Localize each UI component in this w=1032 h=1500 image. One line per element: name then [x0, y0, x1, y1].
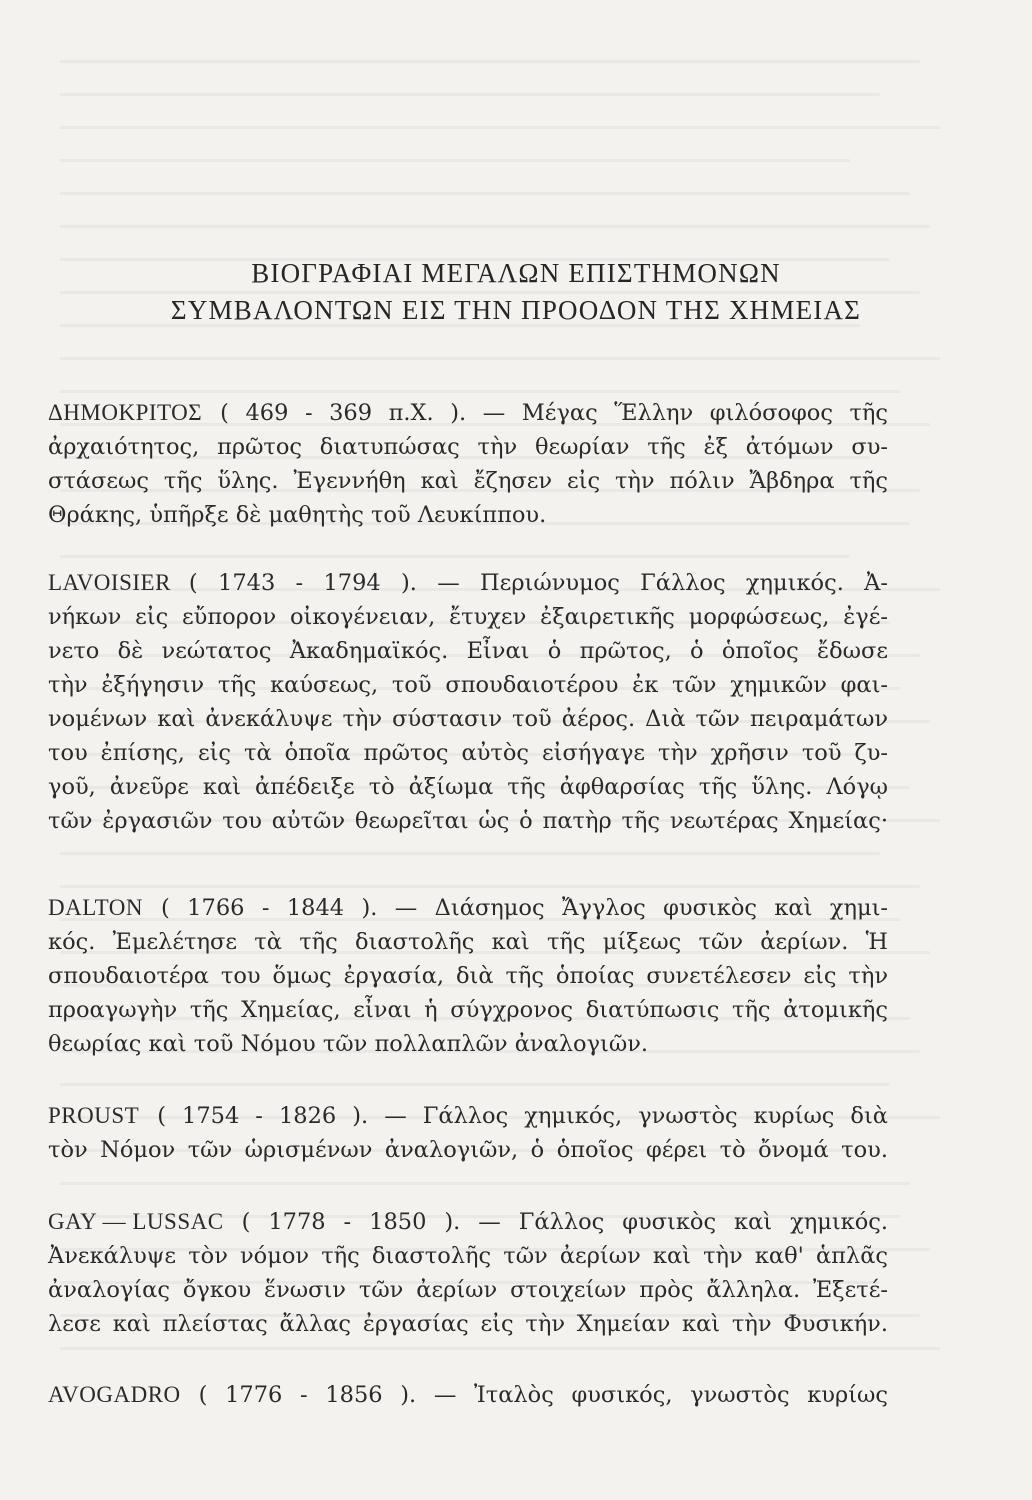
entry-line: νετο δὲ νεώτατος Ἀκαδημαϊκός. Εἶναι ὁ πρῶτος, ὁ ὁποῖος ἔδωσε [48, 638, 888, 664]
page-title-line-2: ΣΥΜΒΑΛΟΝΤΩΝ ΕΙΣ ΤΗΝ ΠΡΟΟΔΟΝ ΤΗΣ ΧΗΜΕΙΑΣ [170, 295, 862, 325]
entry-text: ( 1766 - 1844 ). — Διάσημος Ἄγγλος φυσικὸς καὶ χημι- [161, 895, 888, 921]
entry-line [48, 1101, 888, 1131]
entry-line: τῶν ἐργασιῶν του αὐτῶν θεωρεῖται ὡς ὁ πατὴρ τῆς νεωτέρας Χημείας· [48, 808, 888, 834]
entry-line: Θράκης, ὑπῆρξε δὲ μαθητὴς τοῦ Λευκίππου. [48, 502, 547, 528]
entry-text: ( 469 - 369 π.Χ. ). — Μέγας Ἕλλην φιλόσοφος τῆς [220, 400, 888, 426]
entry-line: τὸν Νόμον τῶν ὡρισμένων ἀναλογιῶν, ὁ ὁποῖος φέρει τὸ ὄνομά του. [48, 1137, 888, 1163]
scientist-name: PROUST [48, 1103, 140, 1128]
entry-text: ( 1776 - 1856 ). — Ἰταλὸς φυσικός, γνωστὸς κυρίως [198, 1382, 888, 1408]
entry-line: προαγωγὴν τῆς Χημείας, εἶναι ἡ σύγχρονος διατύπωσις τῆς ἀτομικῆς [48, 997, 888, 1023]
entry-line: νήκων εἰς εὔπορον οἰκογένειαν, ἔτυχεν ἐξαιρετικῆς μορφώσεως, ἐγέ- [48, 604, 888, 630]
entry-line [48, 398, 888, 428]
entry-text: ( 1743 - 1794 ). — Περιώνυμος Γάλλος χημικός. Ἀ- [188, 570, 888, 596]
entry-line [48, 568, 888, 598]
entry-line: λεσε καὶ πλείστας ἄλλας ἐργασίας εἰς τὴν Χημείαν καὶ τὴν Φυσικήν. [48, 1311, 888, 1337]
scientist-name: LAVOISIER [48, 570, 171, 595]
entry-line: γοῦ, ἀνεῦρε καὶ ἀπέδειξε τὸ ἀξίωμα τῆς ἀφθαρσίας τῆς ὕλης. Λόγῳ [48, 774, 888, 800]
entry-line: κός. Ἐμελέτησε τὰ τῆς διαστολῆς καὶ τῆς μίξεως τῶν ἀερίων. Ἡ [48, 929, 888, 955]
entry-line: θεωρίας καὶ τοῦ Νόμου τῶν πολλαπλῶν ἀναλογιῶν. [48, 1031, 649, 1057]
scientist-name: ΔΗΜΟΚΡΙΤΟΣ [48, 400, 203, 425]
scientist-name: GAY — LUSSAC [48, 1209, 224, 1234]
entry-line: ἀρχαιότητος, πρῶτος διατυπώσας τὴν θεωρίαν τῆς ἐξ ἀτόμων συ- [48, 434, 888, 460]
page-title-line-1: ΒΙΟΓΡΑΦΙΑΙ ΜΕΓΑΛΩΝ ΕΠΙΣΤΗΜΟΝΩΝ [251, 258, 781, 288]
entry-line: σπουδαιοτέρα του ὅμως ἐργασία, διὰ τῆς ὁποίας συνετέλεσεν εἰς τὴν [48, 963, 888, 989]
scientist-name: DALTON [48, 895, 144, 920]
entry-line [48, 1380, 888, 1410]
scientist-name: AVOGADRO [48, 1382, 181, 1407]
entry-text: ( 1754 - 1826 ). — Γάλλος χημικός, γνωστὸς κυρίως διὰ [157, 1103, 888, 1129]
entry-line: του ἐπίσης, εἰς τὰ ὁποῖα πρῶτος αὐτὸς εἰσήγαγε τὴν χρῆσιν τοῦ ζυ- [48, 740, 888, 766]
entry-line: Ἀνεκάλυψε τὸν νόμον τῆς διαστολῆς τῶν ἀερίων καὶ τὴν καθ' ἁπλᾶς [48, 1243, 888, 1269]
entry-line: τὴν ἐξήγησιν τῆς καύσεως, τοῦ σπουδαιοτέρου ἐκ τῶν χημικῶν φαι- [48, 672, 888, 698]
entry-text: ( 1778 - 1850 ). — Γάλλος φυσικὸς καὶ χημικός. [241, 1209, 888, 1235]
entry-line: ἀναλογίας ὄγκου ἕνωσιν τῶν ἀερίων στοιχείων πρὸς ἄλληλα. Ἐξετέ- [48, 1277, 888, 1303]
entry-line: νομένων καὶ ἀνεκάλυψε τὴν σύστασιν τοῦ ἀέρος. Διὰ τῶν πειραμάτων [48, 706, 888, 732]
entry-line [48, 893, 888, 923]
entry-line: στάσεως τῆς ὕλης. Ἐγεννήθη καὶ ἔζησεν εἰς τὴν πόλιν Ἄβδηρα τῆς [48, 468, 888, 494]
entry-line [48, 1207, 888, 1237]
